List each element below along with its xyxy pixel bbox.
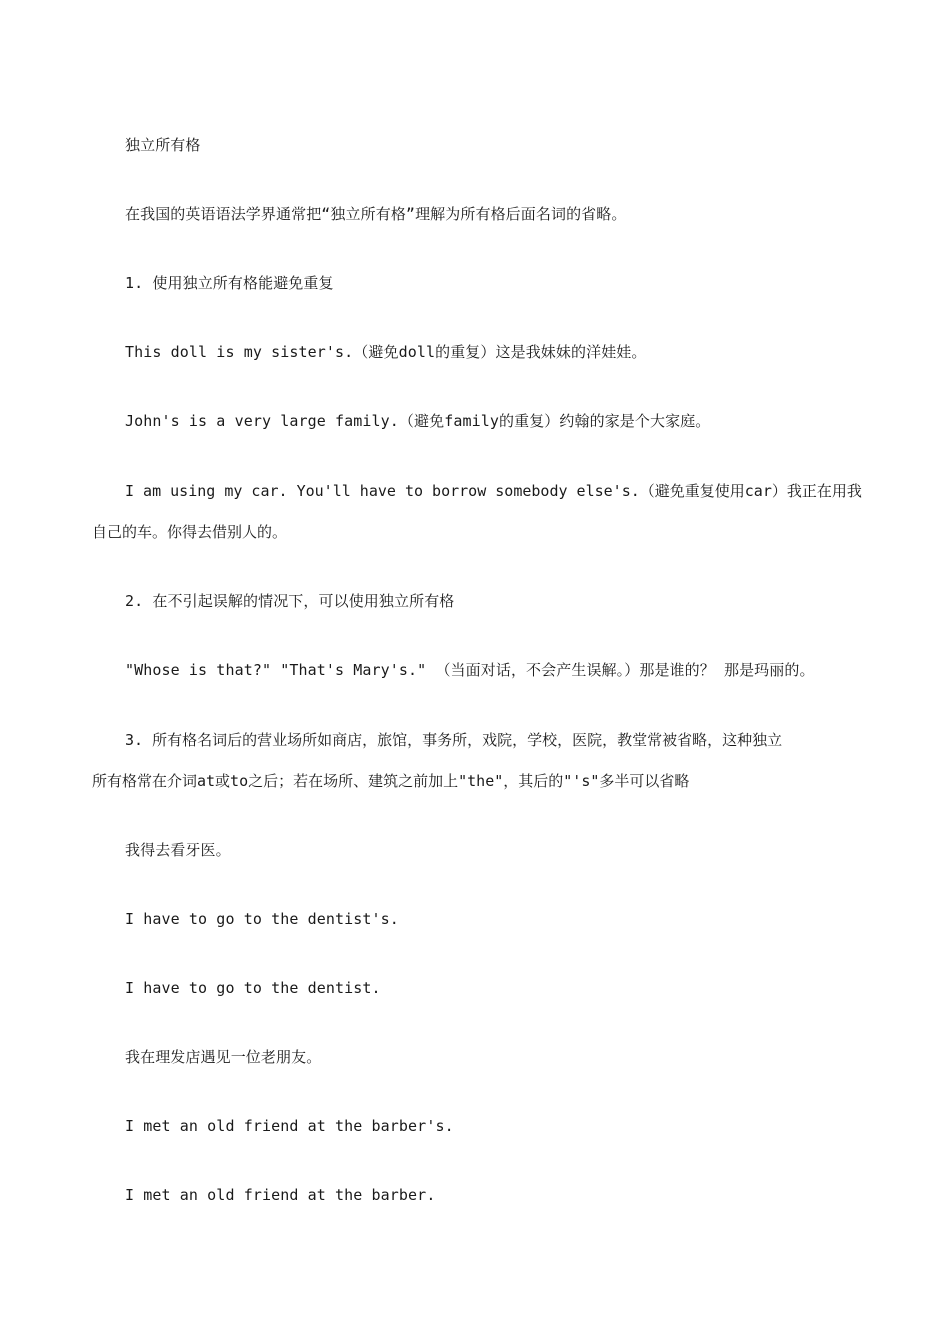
section3-heading: [92, 730, 862, 791]
section1-example3-line2: 自己的车。你得去借别人的。: [92, 523, 288, 541]
section2-example1: "Whose is that?" "That's Mary's." （当面对话，不会产生误解。）那是谁的？ 那是玛丽的。: [125, 661, 815, 679]
section3-example2-chinese: 我在理发店遇见一位老朋友。: [125, 1048, 322, 1066]
section3-example1-english1: I have to go to the dentist's.: [125, 910, 399, 928]
section3-example1-chinese: 我得去看牙医。: [125, 841, 231, 859]
intro-paragraph: 在我国的英语语法学界通常把“独立所有格”理解为所有格后面名词的省略。: [125, 205, 627, 223]
section1-heading: 1. 使用独立所有格能避免重复: [125, 274, 334, 292]
section1-example1: This doll is my sister's.（避免doll的重复）这是我妹妹的洋娃娃。: [125, 343, 647, 361]
section3-example2-english2: I met an old friend at the barber.: [125, 1186, 436, 1204]
section3-heading-line1: 3. 所有格名词后的营业场所如商店，旅馆，事务所，戏院，学校，医院，教堂常被省略，这种独立: [125, 731, 783, 749]
section3-example1-english2: I have to go to the dentist.: [125, 979, 381, 997]
section3-example2-english1: I met an old friend at the barber's.: [125, 1117, 454, 1135]
section1-example2: John's is a very large family.（避免family的重复）约翰的家是个大家庭。: [125, 412, 711, 430]
section1-example3: [92, 481, 862, 542]
section1-example3-line1: I am using my car. You'll have to borrow somebody else's.（避免重复使用car）我正在用我: [125, 482, 862, 500]
section3-heading-line2: 所有格常在介词at或to之后；若在场所、建筑之前加上"the"，其后的"'s"多半可以省略: [92, 772, 690, 790]
document-title: 独立所有格: [125, 136, 201, 154]
section2-heading: 2. 在不引起误解的情况下，可以使用独立所有格: [125, 592, 455, 610]
